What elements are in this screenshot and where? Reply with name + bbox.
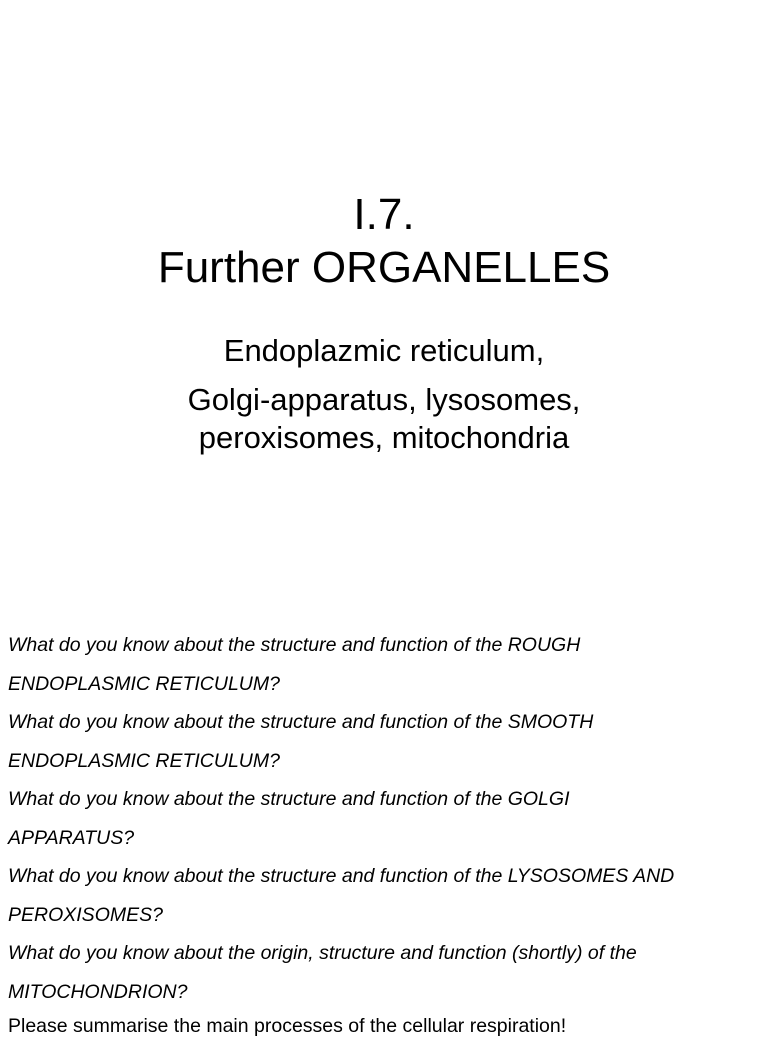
page-title — [0, 188, 768, 294]
question-list — [8, 626, 760, 1011]
question-line: What do you know about the structure and function of the LYSOSOMES AND — [8, 865, 675, 887]
question-line: APPARATUS? — [8, 826, 135, 849]
chapter-number: I.7. — [353, 190, 415, 239]
question-line: ENDOPLASMIC RETICULUM? — [8, 672, 280, 695]
question-line: What do you know about the structure and function of the ROUGH — [8, 634, 581, 656]
chapter-heading: Further ORGANELLES — [157, 243, 611, 292]
topic-line-3: peroxisomes, mitochondria — [198, 420, 570, 455]
question-line: ENDOPLASMIC RETICULUM? — [8, 749, 280, 772]
question-line: What do you know about the structure and function of the GOLGI — [8, 788, 570, 810]
question-line: What do you know about the structure and function of the SMOOTH — [8, 711, 594, 733]
topic-list — [0, 332, 768, 457]
question-line: MITOCHONDRION? — [8, 980, 188, 1003]
topic-line-1: Endoplazmic reticulum, — [223, 333, 545, 368]
final-prompt: Please summarise the main processes of the cellular respiration! — [8, 1015, 567, 1037]
topic-line-2: Golgi-apparatus, lysosomes, — [187, 382, 581, 417]
question-line: What do you know about the origin, structure and function (shortly) of the — [8, 942, 637, 964]
question-line: PEROXISOMES? — [8, 903, 163, 926]
